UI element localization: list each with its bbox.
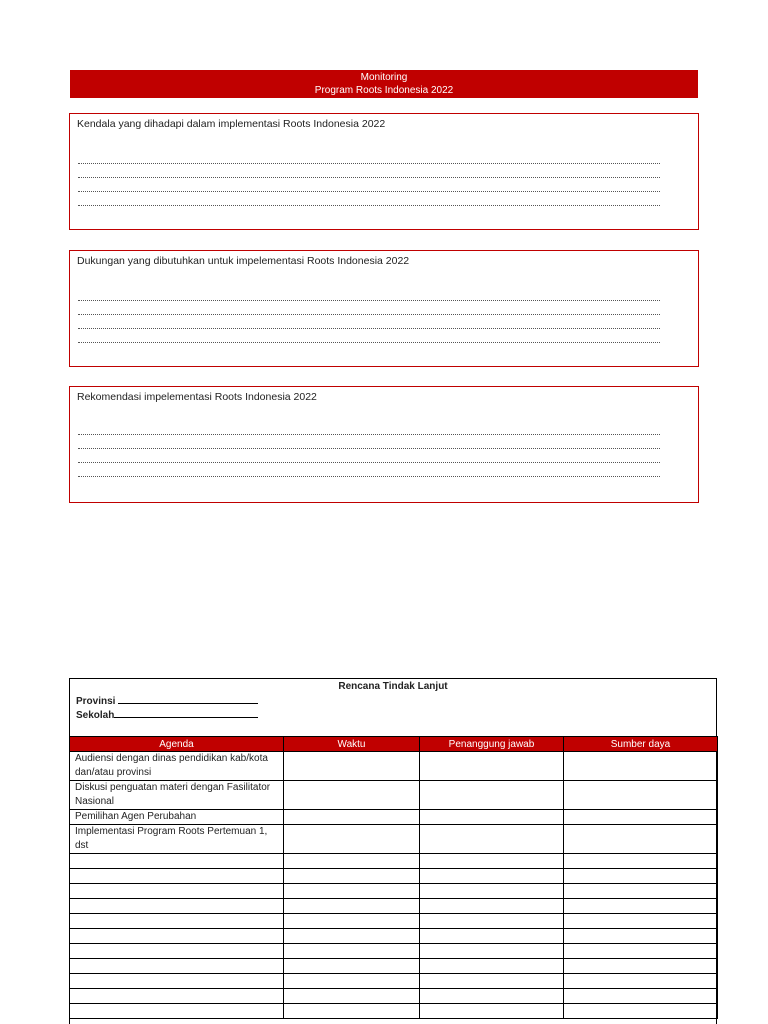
- table-row: [70, 884, 718, 899]
- sumber-daya-cell[interactable]: [564, 1004, 718, 1019]
- column-header-penanggung-jawab: Penanggung jawab: [420, 737, 564, 752]
- dotted-line: [78, 315, 660, 329]
- waktu-cell[interactable]: [284, 899, 420, 914]
- waktu-cell[interactable]: [284, 825, 420, 854]
- dotted-line: [78, 150, 660, 164]
- dotted-line: [78, 287, 660, 301]
- dotted-line: [78, 463, 660, 477]
- waktu-cell[interactable]: [284, 1004, 420, 1019]
- agenda-cell[interactable]: [70, 959, 284, 974]
- waktu-cell[interactable]: [284, 929, 420, 944]
- section-title: Kendala yang dihadapi dalam implementasi Roots Indonesia 2022: [77, 118, 386, 130]
- penanggung-jawab-cell[interactable]: [420, 854, 564, 869]
- table-row: [70, 752, 718, 781]
- waktu-cell[interactable]: [284, 781, 420, 810]
- table-row: [70, 929, 718, 944]
- agenda-cell[interactable]: [70, 854, 284, 869]
- agenda-cell[interactable]: [70, 944, 284, 959]
- table-row: [70, 854, 718, 869]
- penanggung-jawab-cell[interactable]: [420, 929, 564, 944]
- table-row: [70, 869, 718, 884]
- table-row: [70, 825, 718, 854]
- plan-title: Rencana Tindak Lanjut: [338, 681, 448, 692]
- section-kendala: [69, 113, 699, 230]
- column-header-agenda: Agenda: [70, 737, 284, 752]
- sekolah-blank[interactable]: [114, 708, 258, 718]
- penanggung-jawab-cell[interactable]: [420, 959, 564, 974]
- table-row: [70, 959, 718, 974]
- waktu-cell[interactable]: [284, 854, 420, 869]
- penanggung-jawab-cell[interactable]: [420, 825, 564, 854]
- plan-table: [69, 736, 718, 1019]
- dotted-line: [78, 192, 660, 206]
- provinsi-label: Provinsi: [76, 696, 116, 707]
- penanggung-jawab-cell[interactable]: [420, 974, 564, 989]
- waktu-cell[interactable]: [284, 884, 420, 899]
- sumber-daya-cell[interactable]: [564, 944, 718, 959]
- header-banner: [70, 70, 698, 98]
- sumber-daya-cell[interactable]: [564, 899, 718, 914]
- agenda-cell[interactable]: Diskusi penguatan materi dengan Fasilitator Nasional: [70, 781, 284, 810]
- section-title: Rekomendasi impelementasi Roots Indonesia 2022: [77, 391, 317, 403]
- penanggung-jawab-cell[interactable]: [420, 989, 564, 1004]
- agenda-cell[interactable]: [70, 869, 284, 884]
- sumber-daya-cell[interactable]: [564, 989, 718, 1004]
- waktu-cell[interactable]: [284, 914, 420, 929]
- action-plan: [69, 678, 717, 1024]
- table-header-row: [70, 737, 718, 752]
- penanggung-jawab-cell[interactable]: [420, 781, 564, 810]
- table-row: [70, 810, 718, 825]
- table-row: [70, 914, 718, 929]
- penanggung-jawab-cell[interactable]: [420, 899, 564, 914]
- waktu-cell[interactable]: [284, 869, 420, 884]
- agenda-cell[interactable]: Implementasi Program Roots Pertemuan 1, dst: [70, 825, 284, 854]
- penanggung-jawab-cell[interactable]: [420, 752, 564, 781]
- sumber-daya-cell[interactable]: [564, 781, 718, 810]
- agenda-cell[interactable]: Audiensi dengan dinas pendidikan kab/kota dan/atau provinsi: [70, 752, 284, 781]
- penanggung-jawab-cell[interactable]: [420, 944, 564, 959]
- sumber-daya-cell[interactable]: [564, 869, 718, 884]
- answer-lines[interactable]: [78, 421, 660, 477]
- sumber-daya-cell[interactable]: [564, 884, 718, 899]
- answer-lines[interactable]: [78, 287, 660, 343]
- dotted-line: [78, 178, 660, 192]
- sumber-daya-cell[interactable]: [564, 929, 718, 944]
- penanggung-jawab-cell[interactable]: [420, 884, 564, 899]
- table-row: [70, 989, 718, 1004]
- provinsi-field[interactable]: [76, 694, 258, 707]
- section-rekomendasi: [69, 386, 699, 503]
- dotted-line: [78, 449, 660, 463]
- sumber-daya-cell[interactable]: [564, 825, 718, 854]
- sumber-daya-cell[interactable]: [564, 914, 718, 929]
- waktu-cell[interactable]: [284, 959, 420, 974]
- section-dukungan: [69, 250, 699, 367]
- answer-lines[interactable]: [78, 150, 660, 206]
- agenda-cell[interactable]: [70, 914, 284, 929]
- sumber-daya-cell[interactable]: [564, 752, 718, 781]
- sekolah-label: Sekolah: [76, 710, 115, 721]
- penanggung-jawab-cell[interactable]: [420, 914, 564, 929]
- agenda-cell[interactable]: Pemilihan Agen Perubahan: [70, 810, 284, 825]
- waktu-cell[interactable]: [284, 752, 420, 781]
- header-subtitle: Program Roots Indonesia 2022: [314, 85, 454, 96]
- provinsi-blank[interactable]: [118, 694, 258, 704]
- agenda-cell[interactable]: [70, 899, 284, 914]
- agenda-cell[interactable]: [70, 974, 284, 989]
- table-row: [70, 944, 718, 959]
- table-row: [70, 899, 718, 914]
- agenda-cell[interactable]: [70, 1004, 284, 1019]
- dotted-line: [78, 164, 660, 178]
- agenda-cell[interactable]: [70, 929, 284, 944]
- dotted-line: [78, 301, 660, 315]
- header-title: Monitoring: [360, 72, 408, 83]
- dotted-line: [78, 435, 660, 449]
- agenda-cell[interactable]: [70, 884, 284, 899]
- table-row: [70, 1004, 718, 1019]
- sekolah-field[interactable]: [76, 708, 258, 721]
- column-header-waktu: Waktu: [284, 737, 420, 752]
- waktu-cell[interactable]: [284, 989, 420, 1004]
- penanggung-jawab-cell[interactable]: [420, 869, 564, 884]
- waktu-cell[interactable]: [284, 810, 420, 825]
- table-row: [70, 974, 718, 989]
- section-title: Dukungan yang dibutuhkan untuk impelementasi Roots Indonesia 2022: [77, 255, 410, 267]
- dotted-line: [78, 329, 660, 343]
- agenda-cell[interactable]: [70, 989, 284, 1004]
- sumber-daya-cell[interactable]: [564, 974, 718, 989]
- sumber-daya-cell[interactable]: [564, 810, 718, 825]
- dotted-line: [78, 421, 660, 435]
- waktu-cell[interactable]: [284, 974, 420, 989]
- penanggung-jawab-cell[interactable]: [420, 810, 564, 825]
- table-row: [70, 781, 718, 810]
- penanggung-jawab-cell[interactable]: [420, 1004, 564, 1019]
- sumber-daya-cell[interactable]: [564, 959, 718, 974]
- sumber-daya-cell[interactable]: [564, 854, 718, 869]
- column-header-sumber-daya: Sumber daya: [564, 737, 718, 752]
- waktu-cell[interactable]: [284, 944, 420, 959]
